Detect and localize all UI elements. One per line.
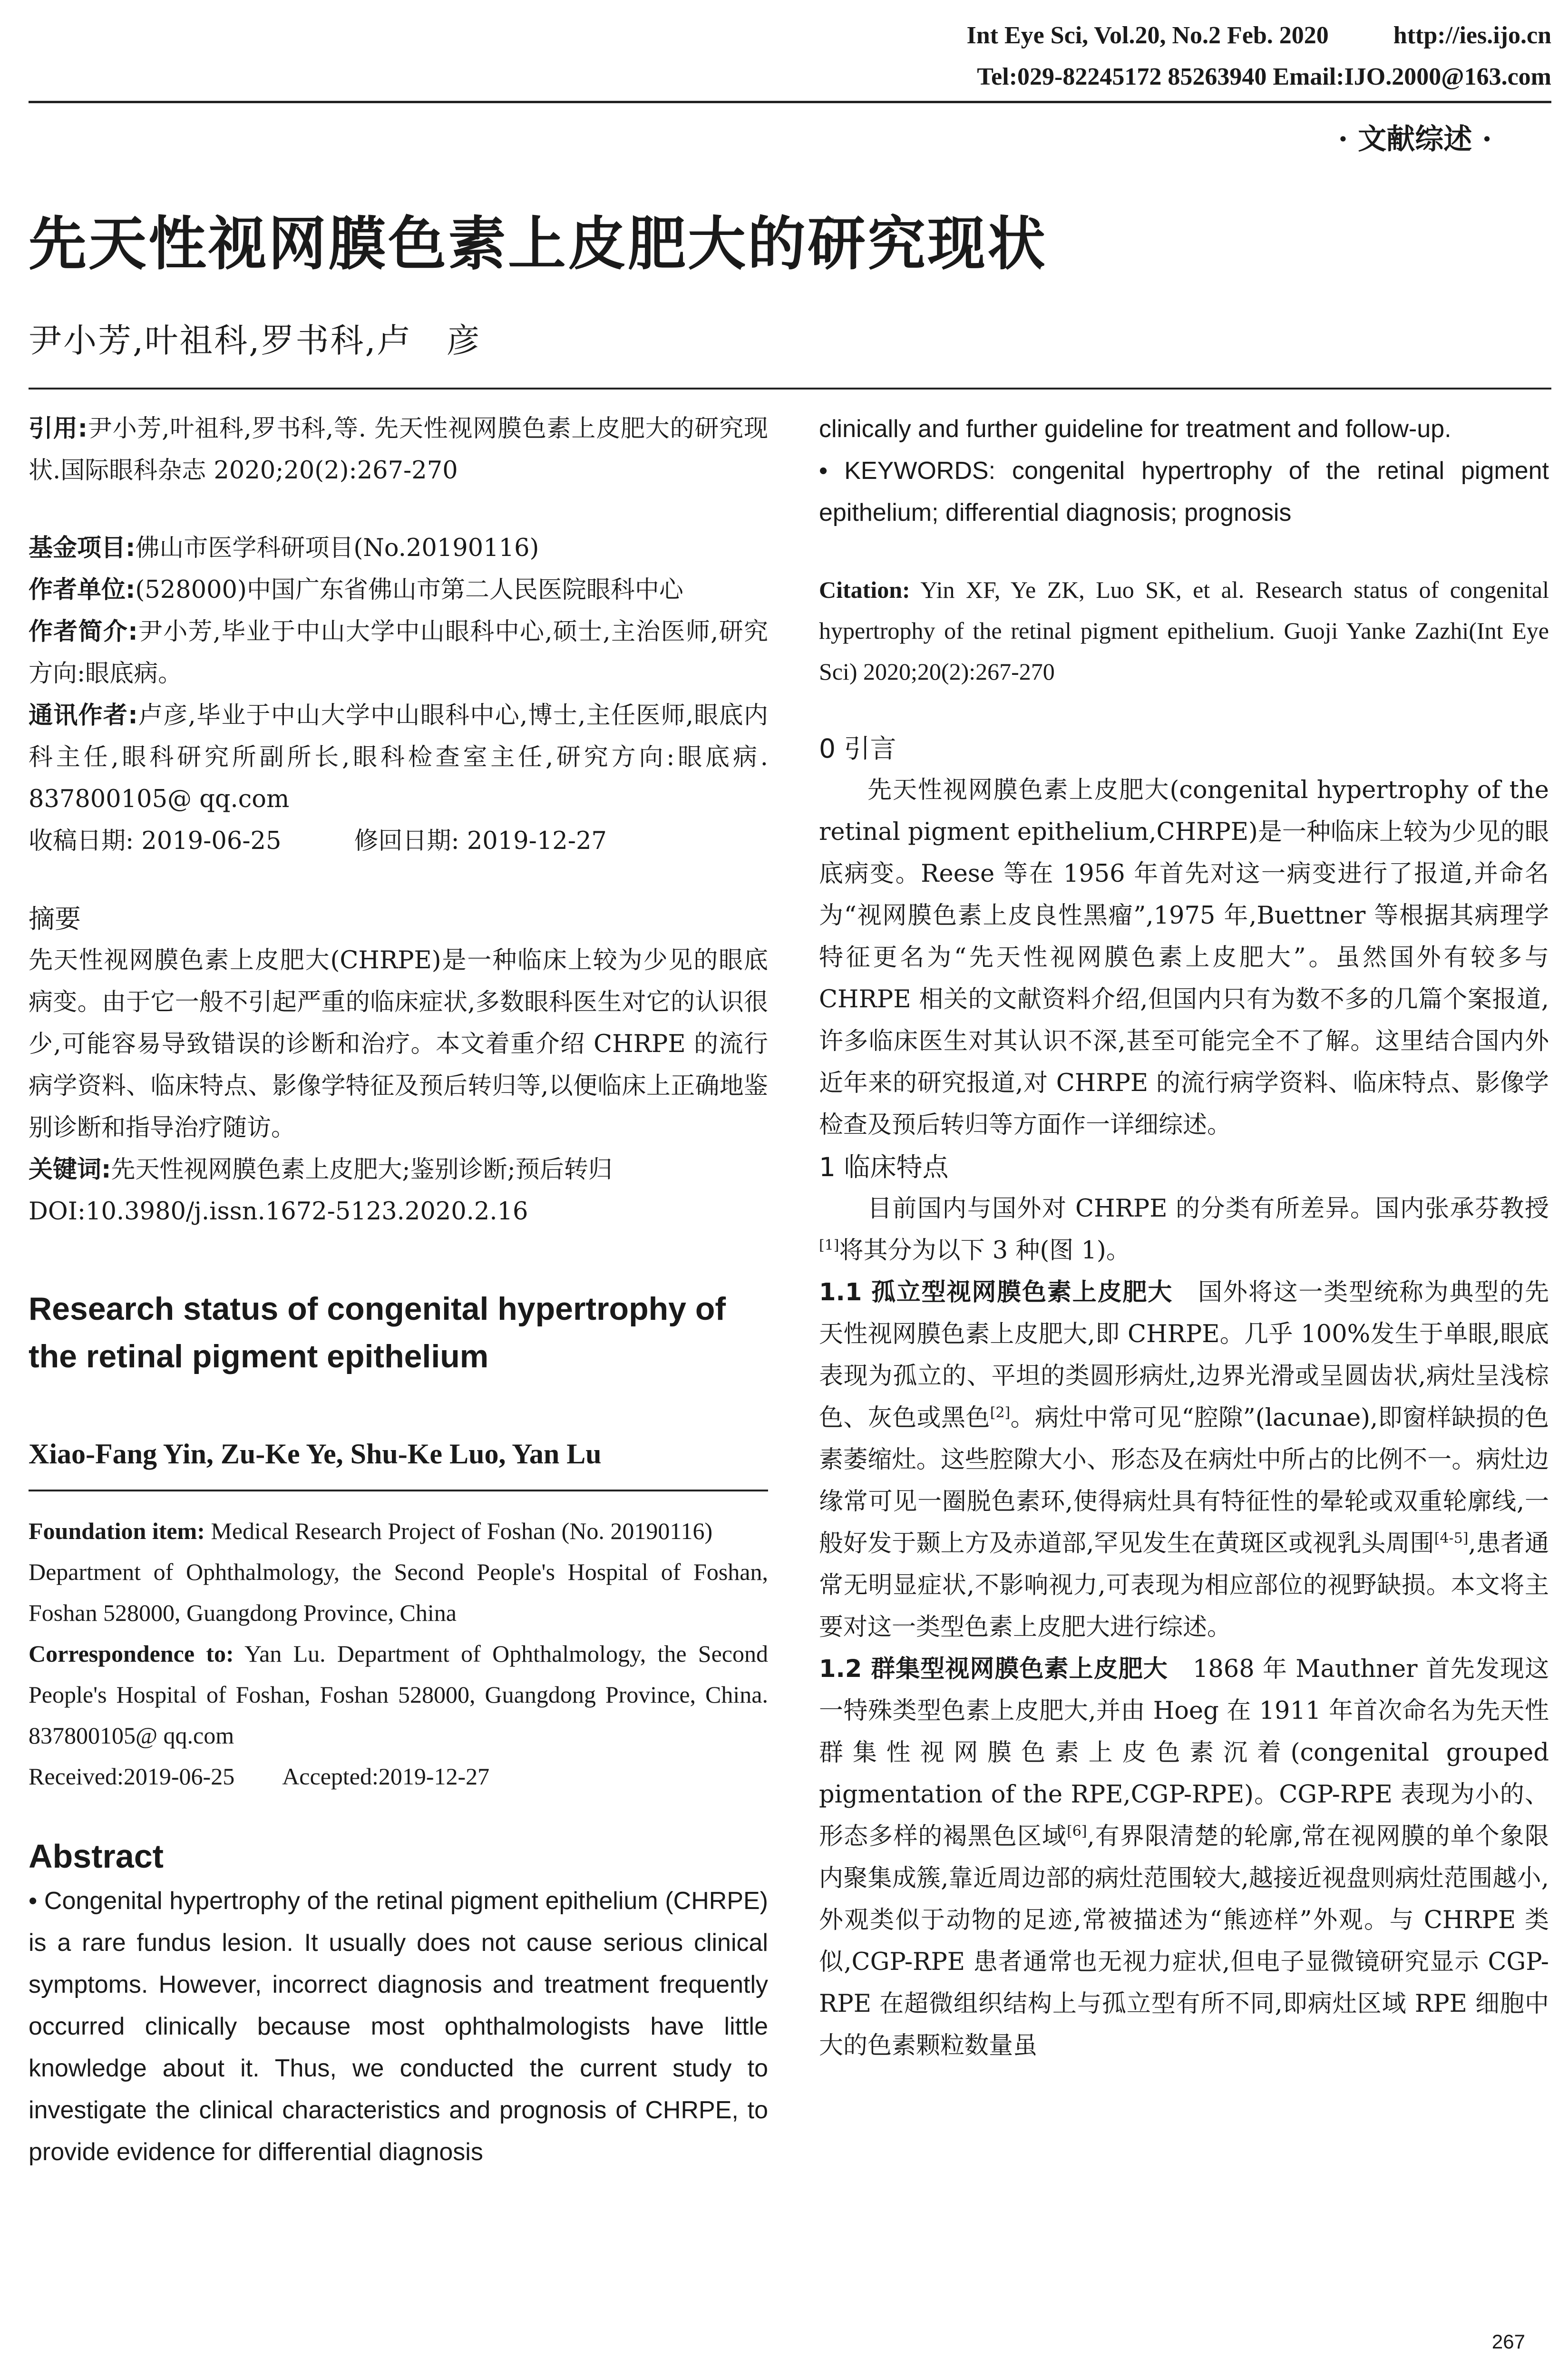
right-column — [819, 408, 1549, 2067]
bio-cn: 作者简介:尹小芳,毕业于中山大学中山眼科中心,硕士,主治医师,研究方向:眼底病。 — [29, 618, 768, 688]
en-authors-rule — [29, 1490, 768, 1491]
citation-cn: 引用:尹小芳,叶祖科,罗书科,等. 先天性视网膜色素上皮肥大的研究现状.国际眼科杂志 2020;20(2):267-270 — [29, 415, 768, 485]
page-title: 先天性视网膜色素上皮肥大的研究现状 — [29, 210, 1047, 278]
corr-cn: 通讯作者:卢彦,毕业于中山大学中山眼科中心,博士,主任医师,眼底内科主任,眼科研究所副所长,眼科检查室主任,研究方向:眼底病. 837800105@ qq.com — [29, 701, 768, 813]
section-1-2: 1.2 群集型视网膜色素上皮肥大 1868 年 Mauthner 首先发现这一特殊类型色素上皮肥大,并由 Hoeg 在 1911 年首次命名为先天性群集性视网膜色素上皮色素沉着(congenital grouped pigmentation of the RPE,CGP-RPE)。CGP-RPE 表现为小的、形态多样的褐黑色区域[6],有界限清楚的轮廓,常在视网膜的单个象限内聚集成簇,靠近周边部的病灶范围较大,越接近视盘则病灶范围越小,外观类似于动物的足迹,常被描述为“熊迹样”外观。与 CHRPE 类似,CGP-RPE 患者通常也无视力症状,但电子显微镜研究显示 CGP-RPE 在超微组织结构上与孤立型有所不同,即病灶区域 RPE 细胞中大的色素颗粒数量虽 — [819, 1655, 1549, 2060]
abstract-cn: 先天性视网膜色素上皮肥大(CHRPE)是一种临床上较为少见的眼底病变。由于它一般不引起严重的临床症状,多数眼科医生对它的认识很少,可能容易导致错误的诊断和治疗。本文着重介绍 CHRPE 的流行病学资料、临床特点、影像学特征及预后转归等,以便临床上正确地鉴别诊断和指导治疗随访。 — [29, 946, 768, 1142]
ref-4-5[interactable]: [4-5] — [1434, 1530, 1469, 1547]
en-title: Research status of congenital hypertrophy of the retinal pigment epithelium — [29, 1291, 726, 1374]
section-0-text: 先天性视网膜色素上皮肥大(congenital hypertrophy of the retinal pigment epithelium,CHRPE)是一种临床上较为少见的眼底病变。Reese 等在 1956 年首先对这一病变进行了报道,并命名为“视网膜色素上皮良性黑瘤”,1975 年,Buettner 等根据其病理学特征更名为“先天性视网膜色素上皮肥大”。虽然国外有较多与 CHRPE 相关的文献资料介绍,但国内只有为数不多的几篇个案报道,许多临床医生对其认识不深,甚至可能完全不了解。这里结合国内外近年来的研究报道,对 CHRPE 的流行病学资料、临床特点、影像学检查及预后转归等方面作一详细综述。 — [819, 776, 1549, 1139]
section-0-head: 0 引言 — [819, 733, 896, 764]
fund-cn: 基金项目:佛山市医学科研项目(No.20190116) — [29, 534, 539, 562]
en-abstract: • Congenital hypertrophy of the retinal pigment epithelium (CHRPE) is a rare fundus lesion. It usually does not cause serious clinical symptoms. However, incorrect diagnosis and treatment frequently occurred clinically because most ophthalmologists have little knowledge about it. Thus, we conducted the current study to investigate the clinical characteristics and prognosis of CHRPE, to provide evidence for differential diagnosis — [29, 1887, 768, 2166]
ref-2[interactable]: [2] — [990, 1404, 1011, 1421]
dates-cn: 收稿日期: 2019-06-25 修回日期: 2019-12-27 — [29, 827, 607, 855]
journal-line: Int Eye Sci, Vol.20, No.2 Feb. 2020 — [966, 22, 1329, 49]
en-citation: Citation: Yin XF, Ye ZK, Luo SK, et al. Research status of congenital hypertrophy of the retinal pigment epithelium. Guoji Yanke Zazhi(Int Eye Sci) 2020;20(2):267-270 — [819, 576, 1549, 685]
section-1-text: 目前国内与国外对 CHRPE 的分类有所差异。国内张承芬教授[1]将其分为以下 3 种(图 1)。 — [819, 1195, 1549, 1265]
en-fund: Foundation item: Medical Research Project of Foshan (No. 20190116) — [29, 1518, 713, 1544]
en-dept: Department of Ophthalmology, the Second People's Hospital of Foshan, Foshan 528000, Guangdong Province, China — [29, 1559, 768, 1626]
en-keywords: • KEYWORDS: congenital hypertrophy of the retinal pigment epithelium; differential diagnosis; prognosis — [819, 457, 1549, 526]
ref-6[interactable]: [6] — [1067, 1823, 1087, 1840]
en-abstract-head: Abstract — [29, 1838, 164, 1875]
en-corr: Correspondence to: Yan Lu. Department of Ophthalmology, the Second People's Hospital of Foshan, Foshan 528000, Guangdong Province, China. 837800105@ qq.com — [29, 1640, 768, 1749]
section-tag: · 文献综述 · — [1338, 123, 1492, 156]
journal-header — [966, 21, 1551, 49]
unit-cn: 作者单位:(528000)中国广东省佛山市第二人民医院眼科中心 — [29, 576, 683, 604]
abstract-head-cn: 摘要 — [29, 904, 81, 934]
en-dates: Received:2019-06-25 Accepted:2019-12-27 — [29, 1763, 490, 1790]
en-abstract-cont: clinically and further guideline for treatment and follow-up. — [819, 415, 1451, 443]
author-list: 尹小芳,叶祖科,罗书科,卢 彦 — [29, 321, 481, 360]
header-rule — [29, 101, 1551, 103]
page-number: 267 — [1491, 2330, 1525, 2353]
ref-1[interactable]: [1] — [819, 1237, 839, 1254]
title-rule — [29, 388, 1551, 390]
section-1-1: 1.1 孤立型视网膜色素上皮肥大 国外将这一类型统称为典型的先天性视网膜色素上皮肥大,即 CHRPE。几乎 100%发生于单眼,眼底表现为孤立的、平坦的类圆形病灶,边界光滑或呈圆齿状,病灶呈浅棕色、灰色或黑色[2]。病灶中常可见“腔隙”(lacunae),即窗样缺损的色素萎缩灶。这些腔隙大小、形态及在病灶中所占的比例不一。病灶边缘常可见一圈脱色素环,使得病灶具有特征性的晕轮或双重轮廓线,一般好发于颞上方及赤道部,罕见发生在黄斑区或视乳头周围[4-5],患者通常无明显症状,不影响视力,可表现为相应部位的视野缺损。本文将主要对这一类型色素上皮肥大进行综述。 — [819, 1278, 1549, 1641]
keywords-cn: 关键词:先天性视网膜色素上皮肥大;鉴别诊断;预后转归 — [29, 1156, 613, 1184]
journal-contact: Tel:029-82245172 85263940 Email:IJO.2000@163.com — [977, 63, 1551, 90]
en-authors: Xiao-Fang Yin, Zu-Ke Ye, Shu-Ke Luo, Yan Lu — [29, 1438, 602, 1470]
left-column — [29, 408, 768, 2173]
journal-url[interactable]: http://ies.ijo.cn — [1393, 22, 1551, 49]
section-1-head: 1 临床特点 — [819, 1152, 949, 1182]
doi[interactable]: DOI:10.3980/j.issn.1672-5123.2020.2.16 — [29, 1198, 528, 1226]
